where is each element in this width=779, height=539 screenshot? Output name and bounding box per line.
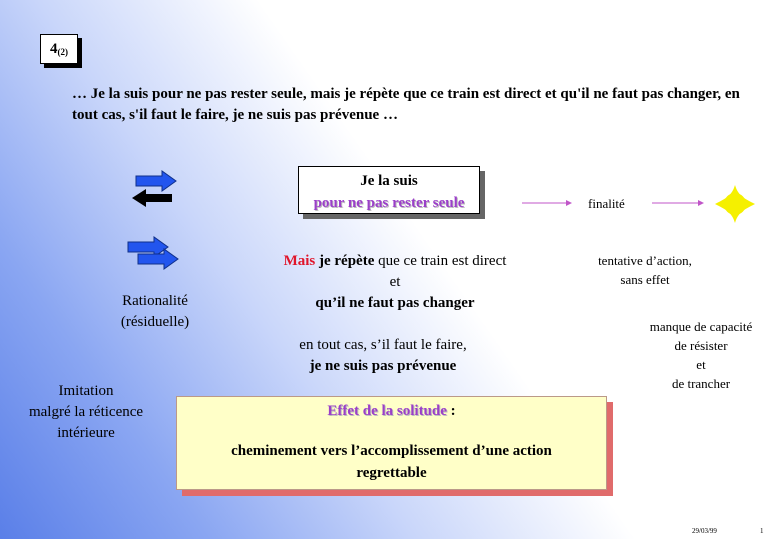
rationalite-line1: Rationalité bbox=[122, 293, 188, 309]
imitation-line3: intérieure bbox=[57, 425, 115, 441]
solitude-line2: regrettable bbox=[356, 465, 427, 481]
slide-number: $4_{(2)}$ bbox=[40, 34, 78, 64]
imitation-label bbox=[10, 381, 162, 444]
tentative-line2: sans effet bbox=[620, 272, 670, 287]
solitude-colon: : bbox=[446, 403, 456, 419]
double-arrow-icon bbox=[128, 170, 180, 208]
finality-line2: pour ne pas rester seule bbox=[313, 195, 465, 211]
footer-date: 29/03/99 bbox=[692, 527, 717, 535]
imitation-line1: Imitation bbox=[58, 383, 114, 399]
middle-line3: qu’il ne faut pas changer bbox=[315, 295, 475, 311]
rationalite-label bbox=[100, 291, 210, 333]
manque-line4: de trancher bbox=[671, 376, 731, 391]
solitude-box bbox=[176, 396, 607, 490]
blue-arrows-icon bbox=[124, 236, 182, 272]
tentative-line1: tentative d’action, bbox=[598, 253, 692, 268]
star-icon bbox=[713, 183, 757, 225]
manque-line1: manque de capacité bbox=[649, 319, 753, 334]
middle-line4: en tout cas, s’il faut le faire, bbox=[299, 337, 467, 353]
finality-box bbox=[298, 166, 480, 214]
middle-et: et bbox=[389, 274, 401, 290]
middle-rest: que ce train est direct bbox=[374, 253, 507, 269]
middle-text bbox=[250, 251, 540, 314]
finality-line1: Je la suis bbox=[360, 173, 418, 189]
tentative-label bbox=[580, 251, 710, 289]
solitude-title: Effet de la solitude bbox=[327, 403, 447, 419]
footer-page: 1 bbox=[760, 527, 764, 535]
finality-label: finalité bbox=[588, 196, 625, 211]
arrow-icon bbox=[652, 198, 704, 208]
solitude-line1: cheminement vers l’accomplissement d’une action bbox=[231, 443, 552, 459]
middle-text-2 bbox=[250, 335, 516, 377]
arrow-icon bbox=[522, 198, 572, 208]
manque-line3: et bbox=[696, 357, 706, 372]
manque-label bbox=[630, 317, 772, 393]
manque-line2: de résister bbox=[674, 338, 728, 353]
imitation-line2: malgré la réticence bbox=[28, 404, 144, 420]
intro-quote: … Je la suis pour ne pas rester seule, mais je répète que ce train est direct et qu'il ne faut pas changer, en tout cas, s'il faut le faire, je ne suis pas prévenue … bbox=[72, 86, 740, 123]
repete-word: je répète bbox=[319, 253, 375, 269]
rationalite-line2: (résiduelle) bbox=[120, 314, 190, 330]
middle-line5: je ne suis pas prévenue bbox=[309, 358, 457, 374]
mais-word: Mais bbox=[283, 253, 316, 269]
